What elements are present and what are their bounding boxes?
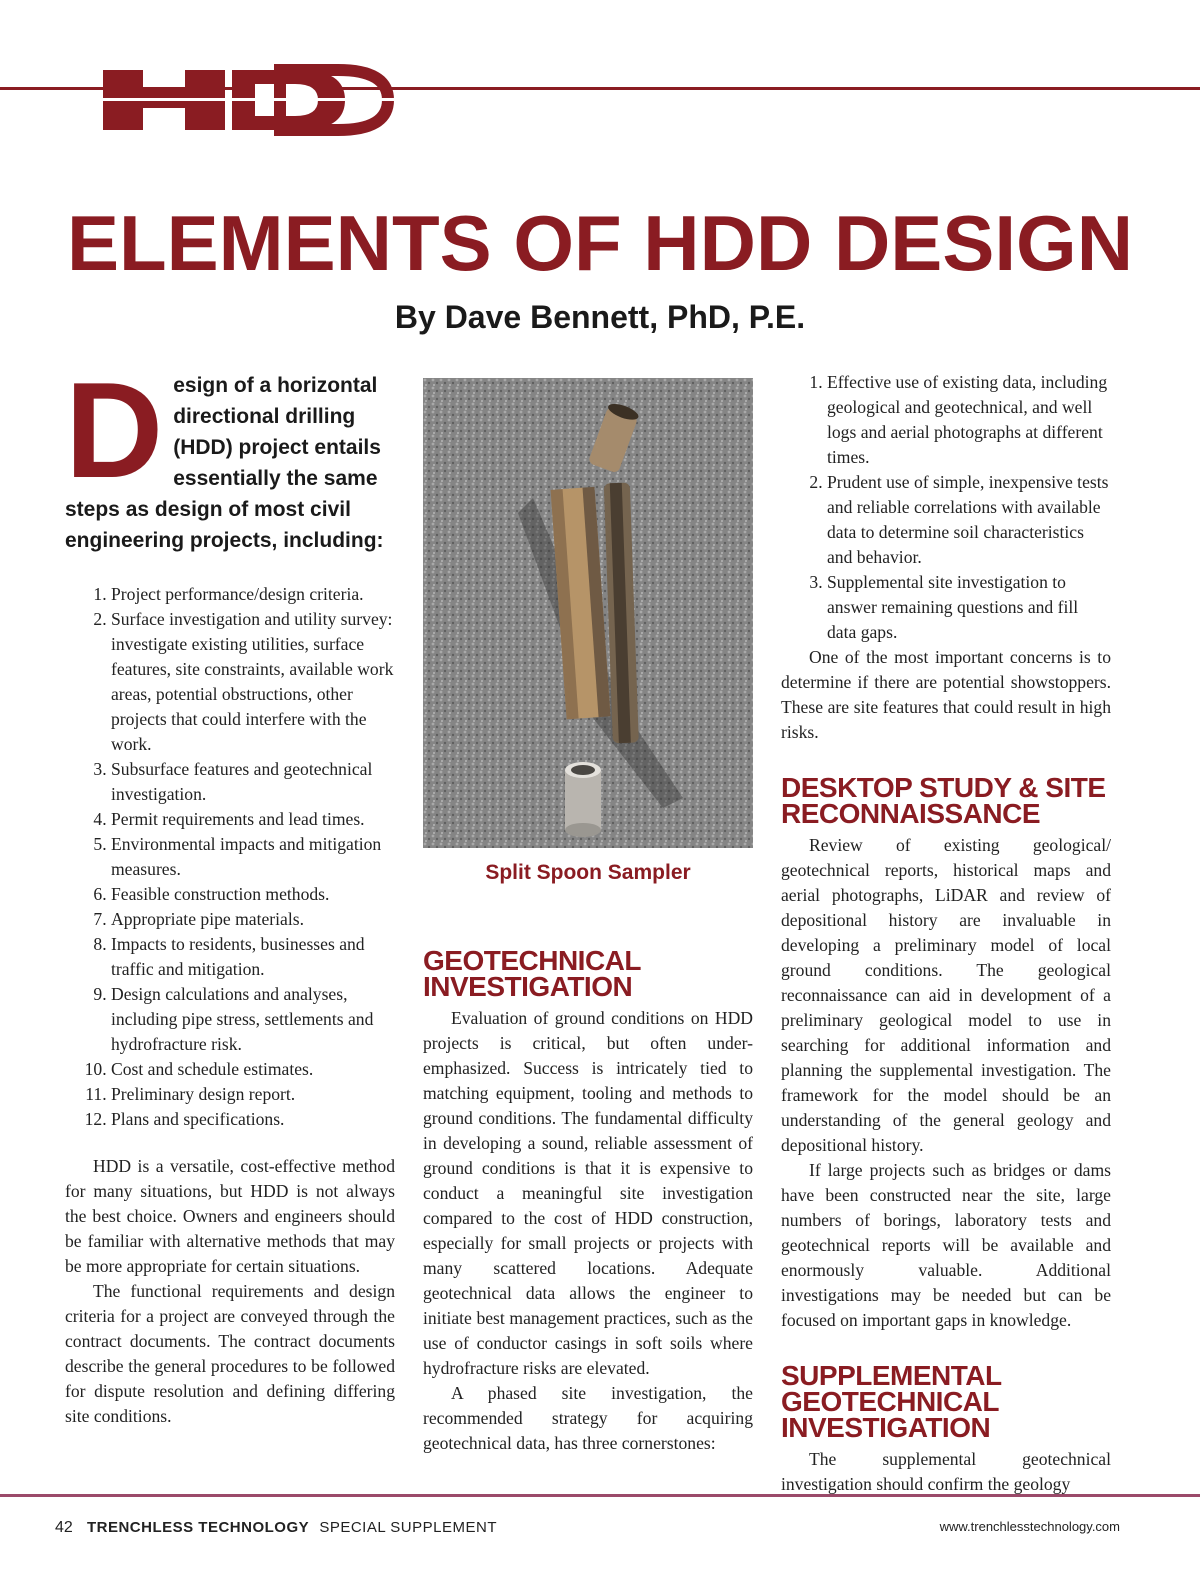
heading-line: DESKTOP STUDY & SITE xyxy=(781,772,1106,803)
page-number: 42 xyxy=(55,1519,73,1536)
list-item: 7. Appropriate pipe materials. xyxy=(111,907,395,932)
body-paragraph: HDD is a versatile, cost-effective method for many situations, but HDD is not always the best choice. Owners and engineers should be familiar with alternative methods that may be more appropriate for certain situations. xyxy=(65,1156,395,1276)
article-title: ELEMENTS OF HDD DESIGN xyxy=(66,199,1134,287)
body-paragraph: The supplemental geotechnical investigation should confirm the geology xyxy=(781,1449,1111,1494)
section-heading-geotechnical xyxy=(423,945,753,1002)
drop-cap: D xyxy=(65,354,164,506)
masthead xyxy=(0,60,1200,145)
body-paragraph: The functional requirements and design criteria for a project are conveyed through the contract documents. The contract documents describe the general procedures to be followed for dispute resolution and defining differing site conditions. xyxy=(65,1281,395,1426)
heading-line: GEOTECHNICAL xyxy=(781,1386,999,1417)
photo-caption: Split Spoon Sampler xyxy=(485,861,691,884)
list-item: 1. Project performance/design criteria. xyxy=(111,582,395,607)
body-paragraph: Review of existing geological/ geotechnical reports, historical maps and aerial photographs, LiDAR and review of depositional history are invaluable in developing a preliminary model of local ground conditions. The geological reconnaissance can aid in development of a preliminary geological model to use in searching for additional information and planning the supplemental investigation. The framework for the model should be an understanding of the general geology and depositional history. xyxy=(781,835,1111,1155)
heading-line: RECONNAISSANCE xyxy=(781,798,1041,829)
intro-text: esign of a horizontal directional drilling (HDD) project entails essentially the same steps as design of most civil engineering projects, including: xyxy=(65,374,384,552)
website-link[interactable]: www.trenchlesstechnology.com xyxy=(939,1519,1120,1534)
heading-line: INVESTIGATION xyxy=(781,1412,991,1443)
list-item: 6. Feasible construction methods. xyxy=(111,882,395,907)
list-item: 1. Effective use of existing data, including geological and geotechnical, and well logs and aerial photographs at different times. xyxy=(827,370,1111,470)
heading-line: INVESTIGATION xyxy=(423,971,633,1002)
list-item: 5. Environmental impacts and mitigation measures. xyxy=(111,832,395,882)
body-paragraph: If large projects such as bridges or dams have been constructed near the site, large numbers of borings, laboratory tests and geotechnical reports will be available and enormously valuable. Additional investigations may be needed but can be focused on important gaps in knowledge. xyxy=(781,1160,1111,1330)
design-steps-list xyxy=(65,582,395,1132)
list-item: 10. Cost and schedule estimates. xyxy=(111,1057,395,1082)
section-heading-desktop-study xyxy=(781,772,1111,829)
list-item: 4. Permit requirements and lead times. xyxy=(111,807,395,832)
cornerstones-list xyxy=(781,370,1111,645)
list-item: 2. Prudent use of simple, inexpensive tests and reliable correlations with available data to determine soil characteristics and behavior. xyxy=(827,470,1111,570)
list-item: 3. Supplemental site investigation to answer remaining questions and fill data gaps. xyxy=(827,570,1111,645)
heading-line: GEOTECHNICAL xyxy=(423,945,641,976)
body-paragraph: A phased site investigation, the recommended strategy for acquiring geotechnical data, has three cornerstones: xyxy=(423,1383,753,1453)
split-spoon-sampler-photo xyxy=(423,378,753,848)
byline: By Dave Bennett, PhD, P.E. xyxy=(394,299,806,335)
list-item: 11. Preliminary design report. xyxy=(111,1082,395,1107)
supplement-label: SPECIAL SUPPLEMENT xyxy=(319,1519,497,1536)
intro-paragraph xyxy=(65,354,395,556)
list-item: 2. Surface investigation and utility survey: investigate existing utilities, surface features, site constraints, available work areas, potential obstructions, other projects that could interfere with the work. xyxy=(111,607,395,757)
heading-line: SUPPLEMENTAL xyxy=(781,1360,1002,1391)
list-item: 12. Plans and specifications. xyxy=(111,1107,395,1132)
list-item: 8. Impacts to residents, businesses and traffic and mitigation. xyxy=(111,932,395,982)
column-3 xyxy=(781,370,1111,1497)
column-2 xyxy=(423,378,753,1456)
footer-rule xyxy=(0,1494,1200,1497)
list-item: 3. Subsurface features and geotechnical investigation. xyxy=(111,757,395,807)
column-1 xyxy=(65,354,395,1429)
publication-name: TRENCHLESS TECHNOLOGY xyxy=(86,1519,310,1536)
section-heading-supplemental xyxy=(781,1360,1111,1443)
body-paragraph: Evaluation of ground conditions on HDD projects is critical, but often under-emphasized. Success is intricately tied to matching equipment, tooling and methods to ground conditions. The fundamental difficulty in developing a sound, reliable assessment of ground conditions is that it is expensive to conduct a meaningful site investigation compared to the cost of HDD construction, especially for small projects or projects with many scattered locations. Adequate geotechnical data allows the engineer to initiate best management practices, such as the use of conductor casings in soft soils where hydrofracture risks are elevated. xyxy=(423,1008,753,1378)
hdd-logo xyxy=(0,60,1200,145)
list-item: 9. Design calculations and analyses, including pipe stress, settlements and hydrofracture risk. xyxy=(111,982,395,1057)
sampler-illustration xyxy=(423,378,753,848)
body-paragraph: One of the most important concerns is to determine if there are potential showstoppers. These are site features that could result in high risks. xyxy=(781,647,1111,742)
footer-folio xyxy=(55,1518,497,1538)
